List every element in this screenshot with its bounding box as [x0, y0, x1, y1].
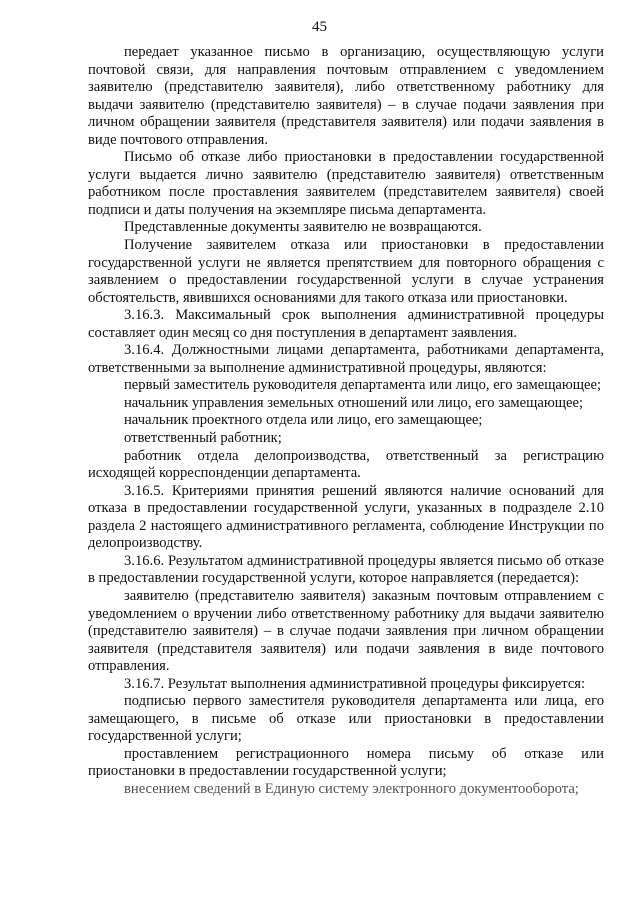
paragraph-documents-not-returned: Представленные документы заявителю не возвращаются. — [124, 219, 482, 236]
paragraph-repeat-application: Получение заявителем отказа или приостановки в предоставлении государственной услуги не является препятствием для повторного обращения с заявлением о предоставлении государственной услуги в случае устранения обстоятельств, явившихся основаниями для такого отказа или приостановки. — [88, 237, 604, 306]
list-item-responsible-worker: ответственный работник; — [124, 430, 282, 447]
paragraph-result-recipient: заявителю (представителю заявителя) заказным почтовым отправлением с уведомлением о вручении либо ответственному работнику для выдачи заявителю (представителю заявителя) – в случае подачи заявления при личном обращении заявителя (представителя заявителя) или подачи заявления в виде почтового отправления. — [88, 587, 604, 675]
paragraph-3-16-7-recording: 3.16.7. Результат выполнения административной процедуры фиксируется: — [124, 675, 586, 692]
paragraph-refusal-letter-issued: Письмо об отказе либо приостановки в предоставлении государственной услуги выдается лично заявителю (представителю заявителя) ответственным работником после проставления заявителем (представителем заявителя) своей подписи и даты получения на экземпляре письма департамента. — [88, 149, 604, 218]
list-item-project-dept-head: начальник проектного отдела или лицо, его замещающее; — [124, 412, 483, 429]
list-item-first-deputy: первый заместитель руководителя департамента или лицо, его замещающее; — [124, 377, 602, 394]
page-number: 45 — [312, 19, 327, 35]
list-item-signature: подписью первого заместителя руководителя департамента или лица, его замещающего, в письме об отказе или приостановки в предоставлении государственной услуги; — [88, 693, 604, 745]
list-item-land-relations-head: начальник управления земельных отношений или лицо, его замещающее; — [124, 394, 584, 411]
paragraph-3-16-3-max-term: 3.16.3. Максимальный срок выполнения административной процедуры составляет один месяц со дня поступления в департамент заявления. — [88, 307, 604, 341]
list-item-edms-entry: внесением сведений в Единую систему электронного документооборота; — [124, 780, 579, 797]
paragraph-3-16-4-officials: 3.16.4. Должностными лицами департамента, работниками департамента, ответственными за выполнение административной процедуры, являются: — [88, 342, 604, 376]
paragraph-3-16-5-criteria: 3.16.5. Критериями принятия решений являются наличие оснований для отказа в предоставлении государственной услуги, указанных в подразделе 2.10 раздела 2 настоящего административного регламента, соблюдение Инструкции по делопроизводству. — [88, 482, 604, 552]
paragraph-3-16-6-result: 3.16.6. Результатом административной процедуры является письмо об отказе в предоставлении государственной услуги, которое направляется (передается): — [88, 552, 604, 587]
list-item-registration-number: проставлением регистрационного номера письму об отказе или приостановки в предоставлении государственной услуги; — [88, 745, 604, 780]
paragraph-letter-forwarding: передает указанное письмо в организацию, осуществляющую услуги почтовой связи, для направления почтовым отправлением с уведомлением заявителю (представителю заявителя), либо ответственному работнику для выдачи заявителю (представителю заявителя) – в случае подачи заявления при личном обращении заявителя (представителя заявителя) или подачи заявления в виде почтового отправления. — [88, 44, 604, 148]
list-item-records-worker: работник отдела делопроизводства, ответственный за регистрацию исходящей корреспонденции департамента. — [88, 447, 604, 482]
document-body — [88, 44, 604, 799]
